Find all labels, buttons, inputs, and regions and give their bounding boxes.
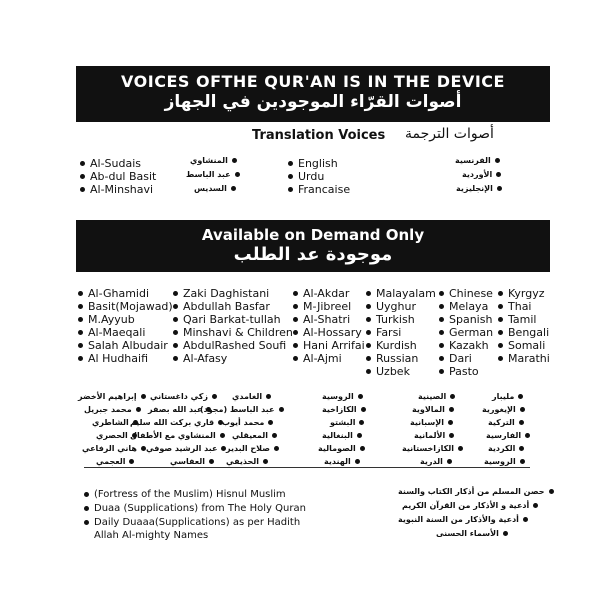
arabic-item: المالاوية <box>412 405 454 415</box>
bullet-icon <box>366 356 371 361</box>
bullet-icon <box>231 186 236 191</box>
extra-item: (Fortress of the Muslim) Hisnul Muslim <box>84 489 286 500</box>
arabic-item: عبد الرشيد صوفي <box>146 444 226 454</box>
bullet-icon <box>173 291 178 296</box>
bullet-icon <box>519 420 524 425</box>
header-band <box>76 66 550 122</box>
arabic-item: الكردية <box>488 444 524 454</box>
bullet-icon <box>360 446 365 451</box>
bullet-icon <box>357 433 362 438</box>
translation-language: Urdu <box>288 171 324 183</box>
arabic-item: عبد الباسط (مجود) <box>200 405 284 415</box>
demand-item: Kazakh <box>439 340 489 352</box>
bullet-icon <box>458 446 463 451</box>
extra-item-ar: الأسماء الحسنى <box>436 528 508 539</box>
arabic-item: الصينية <box>418 392 455 402</box>
demand-item: Tamil <box>498 314 536 326</box>
arabic-item: محمد أيوب <box>222 418 273 428</box>
header-title-ar: أصوات القرّاء الموجودين في الجهاز <box>164 92 462 112</box>
bullet-icon <box>80 187 85 192</box>
reciter-item-ar: عبد الباسط <box>186 170 240 180</box>
demand-item: Abdullah Basfar <box>173 301 270 313</box>
bullet-icon <box>78 330 83 335</box>
arabic-item: صلاح البدير <box>226 444 279 454</box>
bullet-icon <box>439 356 444 361</box>
arabic-item: العجمي <box>96 457 134 467</box>
extra-item-ar: أدعية والأذكار من السنة النبوية <box>398 514 528 525</box>
bullet-icon <box>498 317 503 322</box>
arabic-item: الهندية <box>324 457 360 467</box>
demand-item: Somali <box>498 340 545 352</box>
demand-item: Farsi <box>366 327 401 339</box>
arabic-item: مليبار <box>492 392 523 402</box>
demand-item: Al-Shatri <box>293 314 350 326</box>
arabic-item: الصومالية <box>318 444 365 454</box>
extra-item: Duaa (Supplications) from The Holy Quran <box>84 503 306 514</box>
bullet-icon <box>232 158 237 163</box>
demand-item: Dari <box>439 353 472 365</box>
translation-language: Francaise <box>288 184 350 196</box>
demand-item: Minshavi & Children <box>173 327 293 339</box>
demand-item: Marathi <box>498 353 550 365</box>
bullet-icon <box>173 330 178 335</box>
bullet-icon <box>496 172 501 177</box>
arabic-item: الكازاخستانية <box>402 444 463 454</box>
demand-item: AbdulRashed Soufi <box>173 340 286 352</box>
arabic-item: الكازاخية <box>322 405 366 415</box>
arabic-item: البشتو <box>330 418 364 428</box>
demand-item: Salah Albudair <box>78 340 168 352</box>
bullet-icon <box>448 420 453 425</box>
bullet-icon <box>366 304 371 309</box>
bullet-icon <box>173 304 178 309</box>
bullet-icon <box>235 172 240 177</box>
bullet-icon <box>366 369 371 374</box>
bullet-icon <box>523 517 528 522</box>
demand-item: Bengali <box>498 327 549 339</box>
bullet-icon <box>293 330 298 335</box>
translation-language-ar: الفرنسية <box>455 156 500 166</box>
bullet-icon <box>84 520 89 525</box>
bullet-icon <box>498 343 503 348</box>
reciter-item: Al-Minshavi <box>80 184 153 196</box>
demand-item: Zaki Daghistani <box>173 288 269 300</box>
demand-item: Kyrgyz <box>498 288 545 300</box>
translation-language-ar: الأوردية <box>462 170 501 180</box>
bullet-icon <box>359 420 364 425</box>
arabic-item: الإيغورية <box>482 405 525 415</box>
arabic-item: الروسية <box>484 457 525 467</box>
arabic-item: إبراهيم الأخضر <box>78 392 146 402</box>
bullet-icon <box>361 407 366 412</box>
bullet-icon <box>266 394 271 399</box>
arabic-item: العفاسي <box>170 457 214 467</box>
arabic-item: الروسية <box>322 392 363 402</box>
demand-item: Turkish <box>366 314 415 326</box>
bullet-icon <box>498 304 503 309</box>
reciter-item-ar: المنشاوي <box>190 156 237 166</box>
extra-item: Daily Duaaa(Supplications) as per Hadith <box>84 517 300 528</box>
bullet-icon <box>78 304 83 309</box>
bullet-icon <box>495 158 500 163</box>
bullet-icon <box>439 330 444 335</box>
bullet-icon <box>129 459 134 464</box>
bullet-icon <box>519 446 524 451</box>
demand-item: Uyghur <box>366 301 416 313</box>
reciter-item: Al-Sudais <box>80 158 141 170</box>
demand-item: Al-Ajmi <box>293 353 342 365</box>
demand-title-ar: موجودة عد الطلب <box>233 244 393 265</box>
extra-item-ar: حصن المسلم من أذكار الكتاب والسنة <box>398 486 554 497</box>
bullet-icon <box>366 291 371 296</box>
reciter-item-ar: السديس <box>194 184 236 194</box>
bullet-icon <box>439 343 444 348</box>
bullet-icon <box>366 343 371 348</box>
arabic-item: عبد الله بصفر <box>148 405 211 415</box>
arabic-item: البنغالية <box>322 431 362 441</box>
bullet-icon <box>366 317 371 322</box>
bullet-icon <box>173 356 178 361</box>
demand-item: Uzbek <box>366 366 410 378</box>
bullet-icon <box>220 433 225 438</box>
bullet-icon <box>268 420 273 425</box>
bullet-icon <box>173 343 178 348</box>
bullet-icon <box>279 407 284 412</box>
bullet-icon <box>358 394 363 399</box>
demand-item: Basit(Mojawad) <box>78 301 173 313</box>
bullet-icon <box>80 161 85 166</box>
bullet-icon <box>293 291 298 296</box>
bullet-icon <box>449 433 454 438</box>
extra-item-ar: أدعية و الأذكار من القرآن الكريم <box>402 500 538 511</box>
bullet-icon <box>173 317 178 322</box>
arabic-item: الفارسية <box>486 431 530 441</box>
bullet-icon <box>549 489 554 494</box>
bullet-icon <box>439 291 444 296</box>
demand-item: Thai <box>498 301 532 313</box>
arabic-item: الغامدي <box>232 392 271 402</box>
demand-item: Pasto <box>439 366 479 378</box>
bullet-icon <box>293 317 298 322</box>
translation-title-ar: أصوات الترجمة <box>405 126 494 142</box>
demand-item: Al Hudhaifi <box>78 353 148 365</box>
bullet-icon <box>263 459 268 464</box>
bullet-icon <box>209 459 214 464</box>
bullet-icon <box>498 291 503 296</box>
bullet-icon <box>366 330 371 335</box>
bullet-icon <box>503 531 508 536</box>
arabic-item: الحصري <box>96 431 137 441</box>
bullet-icon <box>450 394 455 399</box>
bullet-icon <box>439 304 444 309</box>
bullet-icon <box>212 394 217 399</box>
bullet-icon <box>498 330 503 335</box>
bullet-icon <box>293 356 298 361</box>
arabic-item: الألمانية <box>414 431 454 441</box>
demand-item: Qari Barkat-tullah <box>173 314 281 326</box>
translation-title: Translation Voices <box>252 128 386 143</box>
bullet-icon <box>288 187 293 192</box>
demand-band <box>76 220 550 272</box>
demand-item: Al-Ghamidi <box>78 288 149 300</box>
bullet-icon <box>272 433 277 438</box>
bullet-icon <box>274 446 279 451</box>
demand-item: Hani Arrifai <box>293 340 365 352</box>
bullet-icon <box>84 506 89 511</box>
arabic-item: الدرية <box>420 457 452 467</box>
bullet-icon <box>439 369 444 374</box>
reciter-item: Ab-dul Basit <box>80 171 156 183</box>
bullet-icon <box>518 394 523 399</box>
bullet-icon <box>136 407 141 412</box>
bullet-icon <box>84 492 89 497</box>
bullet-icon <box>288 161 293 166</box>
header-title-en: VOICES OFTHE QUR'AN IS IN THE DEVICE <box>121 72 505 91</box>
bullet-icon <box>80 174 85 179</box>
demand-item: Malayalam <box>366 288 436 300</box>
demand-item: German <box>439 327 493 339</box>
arabic-item: هاني الرفاعي <box>82 444 146 454</box>
bullet-icon <box>141 394 146 399</box>
arabic-item: زكي داغستاني <box>150 392 217 402</box>
arabic-item: الشاطري <box>92 418 138 428</box>
arabic-item: قاري بركت الله سليم <box>130 418 223 428</box>
demand-item: Kurdish <box>366 340 417 352</box>
translation-language: English <box>288 158 338 170</box>
bullet-icon <box>447 459 452 464</box>
bullet-icon <box>525 433 530 438</box>
bullet-icon <box>355 459 360 464</box>
bullet-icon <box>78 291 83 296</box>
arabic-item: الإسبانية <box>410 418 453 428</box>
demand-item: Spanish <box>439 314 492 326</box>
divider <box>84 467 530 468</box>
demand-item: Chinese <box>439 288 493 300</box>
bullet-icon <box>78 317 83 322</box>
demand-item: Russian <box>366 353 418 365</box>
demand-item: M.Ayyub <box>78 314 135 326</box>
bullet-icon <box>449 407 454 412</box>
bullet-icon <box>439 317 444 322</box>
bullet-icon <box>533 503 538 508</box>
demand-title-en: Available on Demand Only <box>201 226 425 244</box>
extra-item: Allah Al-mighty Names <box>94 530 209 541</box>
bullet-icon <box>293 343 298 348</box>
bullet-icon <box>78 343 83 348</box>
demand-item: M-Jibreel <box>293 301 351 313</box>
bullet-icon <box>293 304 298 309</box>
arabic-item: التركية <box>488 418 524 428</box>
bullet-icon <box>520 407 525 412</box>
bullet-icon <box>498 356 503 361</box>
demand-item: Melaya <box>439 301 488 313</box>
bullet-icon <box>288 174 293 179</box>
arabic-item: المعيقلي <box>232 431 277 441</box>
arabic-item: محمد جبريل <box>84 405 141 415</box>
demand-item: Al-Hossary <box>293 327 362 339</box>
demand-item: Al-Akdar <box>293 288 349 300</box>
bullet-icon <box>520 459 525 464</box>
bullet-icon <box>497 186 502 191</box>
demand-item: Al-Afasy <box>173 353 227 365</box>
translation-language-ar: الإنجليزية <box>456 184 502 194</box>
arabic-item: المنشاوي مع الأطفال <box>130 431 225 441</box>
arabic-item: الحذيفي <box>226 457 268 467</box>
bullet-icon <box>78 356 83 361</box>
demand-item: Al-Maeqali <box>78 327 145 339</box>
